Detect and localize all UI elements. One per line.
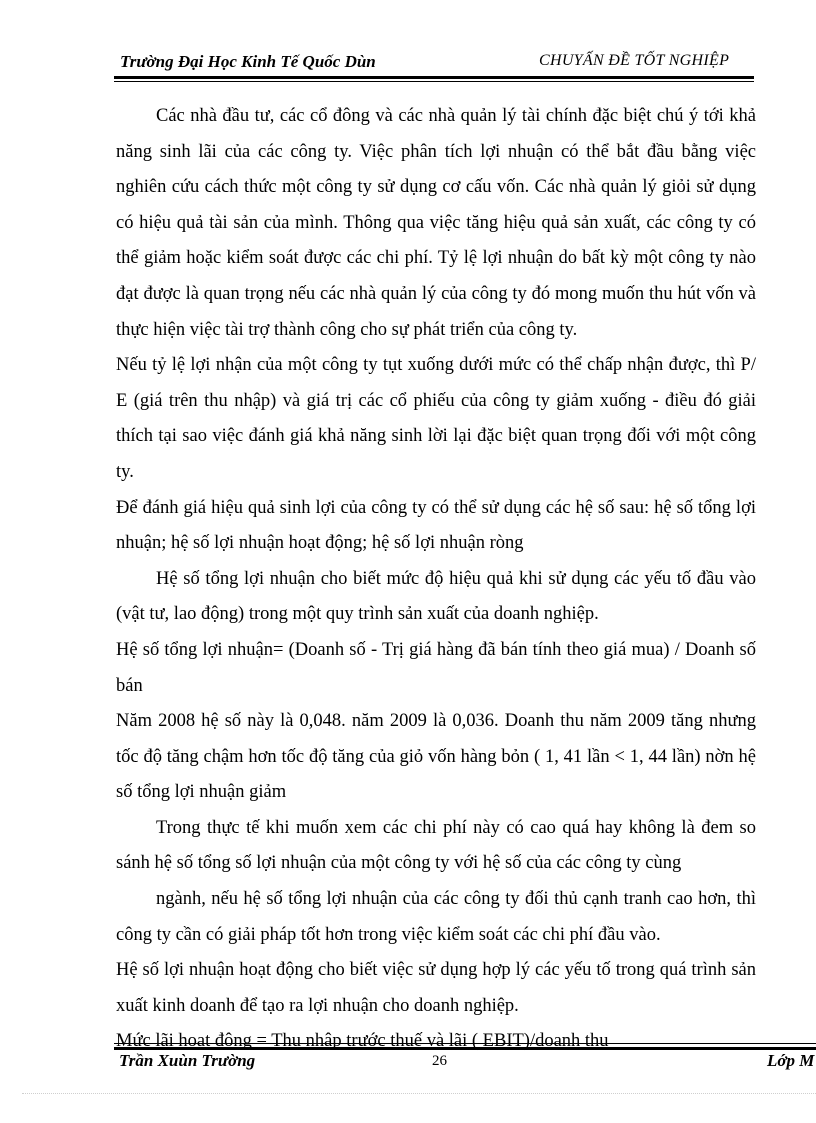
header-document-type: CHUYẤN ĐỀ TỐT NGHIỆP (539, 52, 730, 69)
footer-rule-thin (114, 1043, 816, 1044)
paragraph-4: Hệ số tổng lợi nhuận cho biết mức độ hiệu quả khi sử dụng các yếu tố đầu vào (vật tư, lao động) trong một quy trình sản xuất của doanh nghiệp. (116, 568, 756, 625)
header-rule-thin (114, 81, 754, 82)
paragraph-8: ngành, nếu hệ số tổng lợi nhuận của các công ty đối thủ cạnh tranh cao hơn, thì công ty cần có giải pháp tốt hơn trong việc kiểm soát các chi phí đầu vào. (116, 889, 756, 945)
header-school-name: Trường Đại Học Kinh Tế Quốc Dùn (120, 52, 376, 71)
paragraph-2: Nếu tỷ lệ lợi nhận của một công ty tụt xuống dưới mức có thể chấp nhận được, thì P/ E (giá trên thu nhập) và giá trị các cổ phiếu của công ty giảm xuống - điều đó giải thích tại sao việc đánh giá khả năng sinh lời lại đặc biệt quan trọng đối với một công ty. (116, 355, 756, 482)
paragraph-9: Hệ số lợi nhuận hoạt động cho biết việc sử dụng hợp lý các yếu tố trong quá trình sản xuất kinh doanh để tạo ra lợi nhuận cho doanh nghiệp. (116, 960, 756, 1016)
paragraph-1: Các nhà đầu tư, các cổ đông và các nhà quản lý tài chính đặc biệt chú ý tới khả năng sinh lãi của các công ty. Việc phân tích lợi nhuận có thể bắt đầu bằng việc nghiên cứu cách thức một công ty sử dụng cơ cấu vốn. Các nhà quản lý giỏi sử dụng có hiệu quả tài sản của mình. Thông qua việc tăng hiệu quả sản xuất, các công ty có thể giảm hoặc kiểm soát được các chi phí. Tỷ lệ lợi nhuận do bất kỳ một công ty nào đạt được là quan trọng nếu các nhà quản lý của công ty đó mong muốn thu hút vốn và thực hiện việc tài trợ thành công cho sự phát triển của công ty. (116, 106, 756, 340)
footer-author: Trần Xuùn Trường (119, 1051, 256, 1070)
header-rule (114, 76, 754, 79)
footer-class: Lớp M (767, 1051, 815, 1070)
footer-rule (114, 1047, 816, 1050)
paragraph-6: Năm 2008 hệ số này là 0,048. năm 2009 là 0,036. Doanh thu năm 2009 tăng nhưng tốc độ tăng chậm hơn tốc độ tăng của giỏ vốn hàng bỏn ( 1, 41 lần < 1, 44 lần) nờn hệ số tổng lợi nhuận giảm (116, 711, 756, 803)
page-number: 26 (432, 1053, 447, 1069)
paragraph-5: Hệ số tổng lợi nhuận= (Doanh số - Trị giá hàng đã bán tính theo giá mua) / Doanh số bán (116, 639, 756, 696)
paragraph-7: Trong thực tế khi muốn xem các chi phí này có cao quá hay không là đem so sánh hệ số tổng số lợi nhuận của một công ty với hệ số của các công ty cùng (116, 817, 756, 874)
page-body (116, 99, 756, 1060)
page-edge-divider (22, 1093, 816, 1094)
paragraph-10: Mức lãi hoạt động = Thu nhập trước thuế và lãi ( EBIT)/doanh thu (116, 1031, 609, 1052)
paragraph-3: Để đánh giá hiệu quả sinh lợi của công ty có thể sử dụng các hệ số sau: hệ số tổng lợi nhuận; hệ số lợi nhuận hoạt động; hệ số lợi nhuận ròng (116, 497, 756, 554)
